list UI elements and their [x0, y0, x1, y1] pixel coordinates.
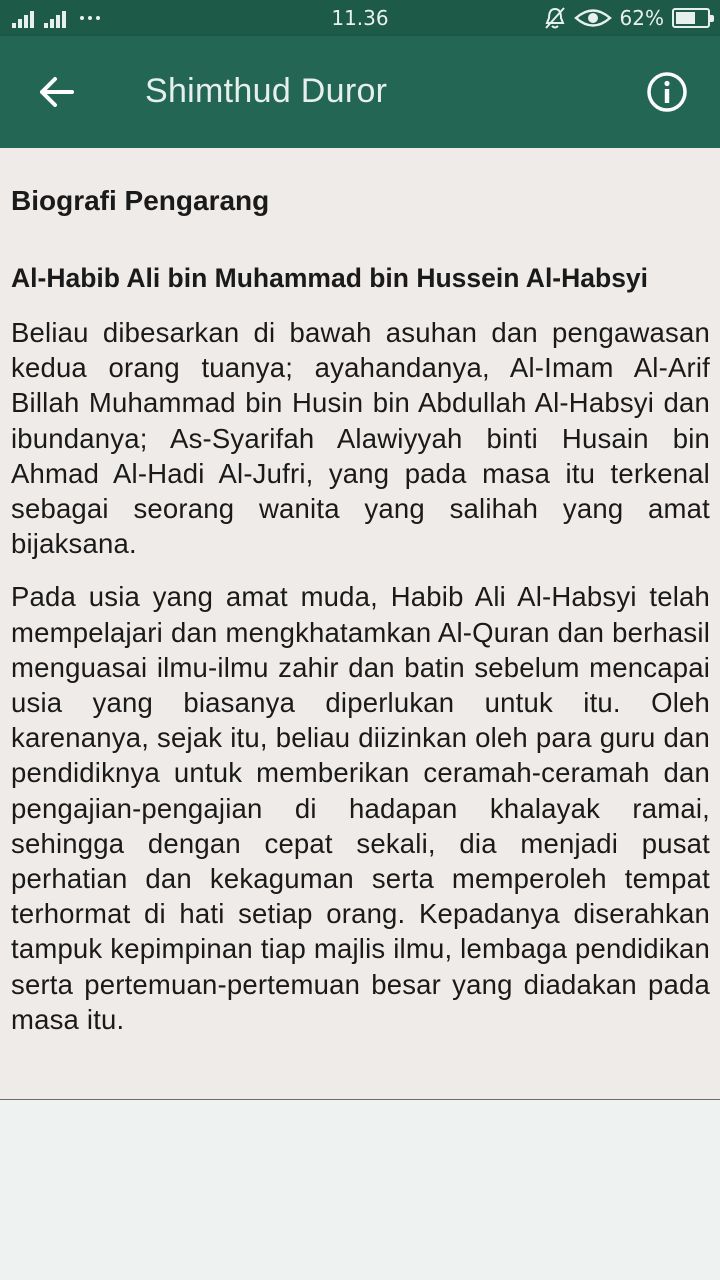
paragraph: Beliau dibesarkan di bawah asuhan dan pengawasan kedua orang tuanya; ayahandanya, Al-Imam Al-Arif Billah Muhammad bin Husin bin Abdullah Al-Habsyi dan ibundanya; As-Syarifah Alawiyyah binti Husain bin Ahmad Al-Hadi Al-Jufri, yang pada masa itu terkenal sebagai seorang wanita yang salihah yang amat bijaksana. [11, 317, 710, 560]
app-bar [0, 36, 720, 148]
page-title: Shimthud Duror [145, 72, 388, 110]
status-bar [0, 0, 720, 36]
info-icon [646, 71, 688, 113]
arrow-left-icon [38, 76, 74, 108]
paragraph: Pada usia yang amat muda, Habib Ali Al-Habsyi telah mempelajari dan mengkhatamkan Al-Quran dan berhasil menguasai ilmu-ilmu zahir dan batin sebelum mencapai usia yang biasanya diperlukan untuk itu. Oleh karenanya, sejak itu, beliau diizinkan oleh para guru dan pendidiknya untuk memberikan ceramah-ceramah dan pengajian-pengajian di hadapan khalayak ramai, sehingga dengan cepat sekali, dia menjadi pusat perhatian dan kekaguman serta memperoleh tempat terhormat di hati setiap orang. Kepadanya diserahkan tampuk kepimpinan tiap majlis ilmu, lembaga pendidikan serta pertemuan-pertemuan besar yang diadakan pada masa itu. [11, 581, 710, 1035]
bell-muted-icon [544, 6, 566, 30]
section-title: Biografi Pengarang [11, 185, 270, 216]
battery-icon [672, 8, 710, 28]
info-button[interactable] [632, 62, 702, 122]
person-name: Al-Habib Ali bin Muhammad bin Hussein Al-Habsyi [11, 263, 649, 293]
clock: 11.36 [331, 6, 389, 30]
status-right [544, 5, 710, 31]
back-button[interactable] [26, 62, 86, 122]
battery-percent: 62% [619, 6, 664, 30]
empty-area [0, 1101, 720, 1280]
article-content [0, 148, 720, 1100]
eye-icon [574, 7, 612, 29]
